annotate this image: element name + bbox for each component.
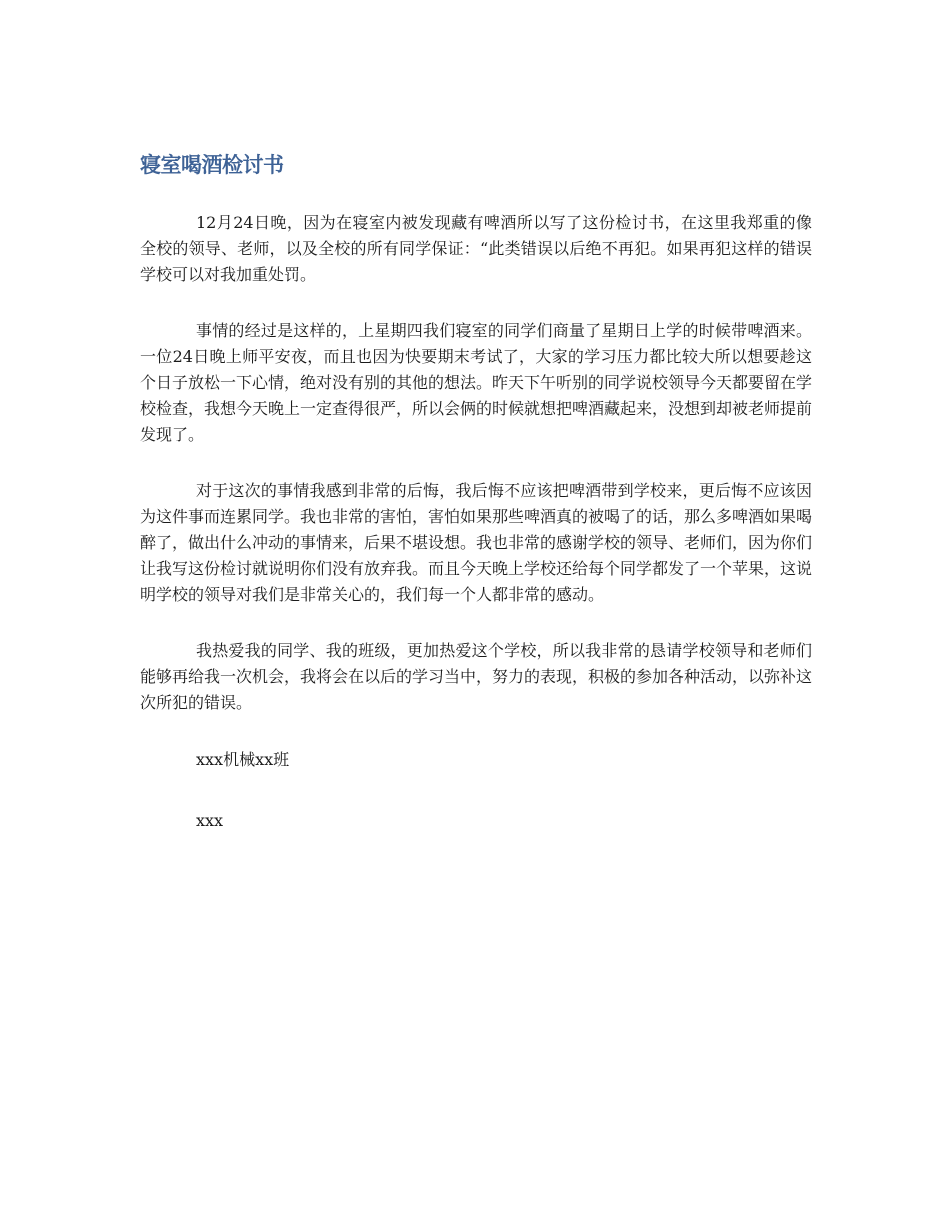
paragraph-event-details: 事情的经过是这样的，上星期四我们寝室的同学们商量了星期日上学的时候带啤酒来。一位24日晚上师平安夜，而且也因为快要期末考试了，大家的学习压力都比较大所以想要趁这个日子放松一下心情，绝对没有别的其他的想法。昨天下午听别的同学说校领导今天都要留在学校检查，我想今天晚上一定查得很严，所以会俩的时候就想把啤酒藏起来，没想到却被老师提前发现了。 <box>140 321 813 444</box>
paragraph-incident-statement: 12月24日晚，因为在寝室内被发现藏有啤酒所以写了这份检讨书，在这里我郑重的像全校的领导、老师，以及全校的所有同学保证：“此类错误以后绝不再犯。如果再犯这样的错误学校可以对我加重处罚。 <box>140 213 812 284</box>
paragraph-plea: 我热爱我的同学、我的班级，更加热爱这个学校，所以我非常的恳请学校领导和老师们能够再给我一次机会，我将会在以后的学习当中，努力的表现，积极的参加各种活动，以弥补这次所犯的错误。 <box>140 641 813 712</box>
document-title: 寝室喝酒检讨书 <box>140 153 284 177</box>
signature-name: xxx <box>196 810 224 830</box>
document-page <box>140 150 812 869</box>
paragraph-reflection: 对于这次的事情我感到非常的后悔，我后悔不应该把啤酒带到学校来，更后悔不应该因为这件事而连累同学。我也非常的害怕，害怕如果那些啤酒真的被喝了的话，那么多啤酒如果喝醉了，做出什么冲动的事情来，后果不堪设想。我也非常的感谢学校的领导、老师们，因为你们让我写这份检讨就说明你们没有放弃我。而且今天晚上学校还给每个同学都发了一个苹果，这说明学校的领导对我们是非常关心的，我们每一个人都非常的感动。 <box>140 481 813 604</box>
signature-class: xxx机械xx班 <box>196 749 290 769</box>
